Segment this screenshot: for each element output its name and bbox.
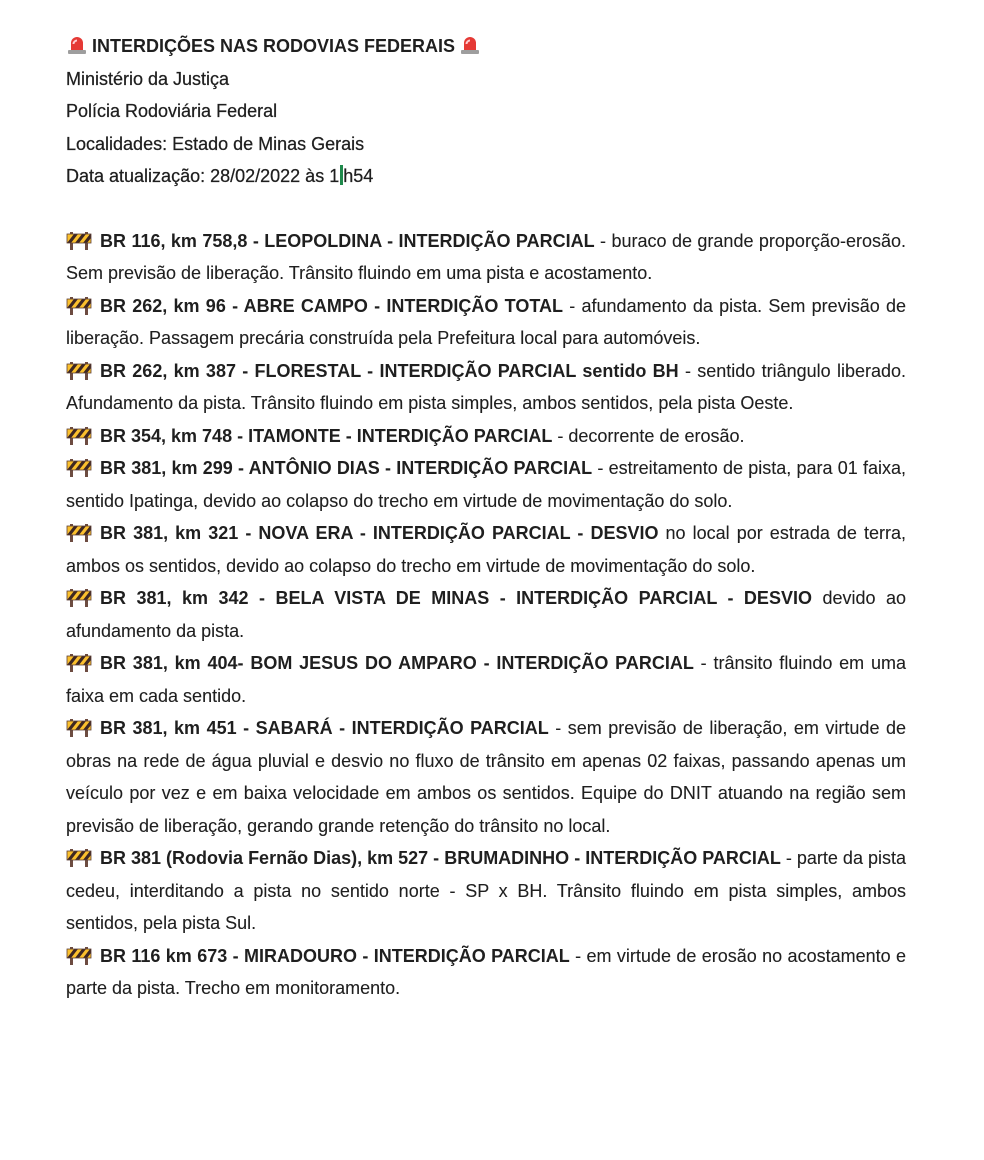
entry-description: - afundamento da pista. Sem previsão de liberação. Passagem precária construída pela Prefeitura local para automóveis. bbox=[66, 295, 906, 348]
entry-description: - sentido triângulo liberado. Afundamento da pista. Trânsito fluindo em pista simples, ambos sentidos, pela pista Oeste. bbox=[66, 360, 906, 413]
localities-line: Localidades: Estado de Minas Gerais bbox=[66, 133, 365, 154]
interdiction-entry bbox=[66, 842, 906, 940]
update-date-prefix: Data atualização: 28/02/2022 às bbox=[66, 166, 330, 186]
interdiction-entry bbox=[66, 290, 906, 355]
construction-barrier-icon bbox=[66, 651, 92, 673]
interdiction-entry bbox=[66, 452, 906, 517]
construction-barrier-icon bbox=[66, 424, 92, 446]
text-cursor-selection[interactable] bbox=[329, 160, 343, 193]
interdiction-entry bbox=[66, 712, 906, 842]
interdiction-entry bbox=[66, 355, 906, 420]
page-title bbox=[66, 30, 906, 63]
entry-description: - parte da pista cedeu, interditando a pista no sentido norte - SP x BH. Trânsito fluindo em pista simples, ambos sentidos, pela pista Sul. bbox=[66, 848, 906, 933]
entry-description: no local por estrada de terra, ambos os sentidos, devido ao colapso do trecho em virtude de movimentação do solo. bbox=[66, 523, 907, 576]
title-text: INTERDIÇÕES NAS RODOVIAS FEDERAIS bbox=[92, 36, 456, 56]
entry-road-info: BR 262, km 387 - FLORESTAL - INTERDIÇÃO PARCIAL sentido BH bbox=[100, 360, 679, 381]
entry-description: devido ao afundamento da pista. bbox=[66, 588, 906, 641]
construction-barrier-icon bbox=[66, 586, 92, 608]
interdiction-entry bbox=[66, 517, 906, 582]
interdiction-entry bbox=[66, 647, 906, 712]
construction-barrier-icon bbox=[66, 944, 92, 966]
interdiction-entry bbox=[66, 582, 906, 647]
interdiction-list bbox=[66, 225, 906, 1005]
entry-road-info: BR 381, km 451 - SABARÁ - INTERDIÇÃO PARCIAL bbox=[100, 718, 549, 738]
entry-road-info: BR 262, km 96 - ABRE CAMPO - INTERDIÇÃO TOTAL bbox=[100, 295, 564, 316]
interdiction-entry bbox=[66, 420, 906, 453]
update-date-line bbox=[66, 160, 906, 193]
entry-road-info: BR 116 km 673 - MIRADOURO - INTERDIÇÃO PARCIAL bbox=[100, 945, 570, 966]
construction-barrier-icon bbox=[66, 846, 92, 868]
text-caret bbox=[340, 165, 343, 185]
entry-road-info: BR 381 (Rodovia Fernão Dias), km 527 - BRUMADINHO - INTERDIÇÃO PARCIAL bbox=[100, 848, 781, 868]
entry-description: - buraco de grande proporção-erosão. Sem previsão de liberação. Trânsito fluindo em uma pista e acostamento. bbox=[66, 230, 906, 283]
entry-road-info: BR 354, km 748 - ITAMONTE - INTERDIÇÃO PARCIAL bbox=[100, 425, 553, 446]
update-time-rest: h54 bbox=[343, 166, 374, 186]
entry-description: - estreitamento de pista, para 01 faixa, sentido Ipatinga, devido ao colapso do trecho em virtude de movimentação do solo. bbox=[66, 458, 906, 511]
agency-line: Polícia Rodoviária Federal bbox=[66, 101, 278, 121]
construction-barrier-icon bbox=[66, 716, 92, 738]
spacer bbox=[66, 193, 906, 225]
interdiction-entry bbox=[66, 940, 906, 1005]
document-body bbox=[66, 30, 906, 1005]
entry-road-info: BR 381, km 321 - NOVA ERA - INTERDIÇÃO PARCIAL - DESVIO bbox=[100, 523, 659, 543]
construction-barrier-icon bbox=[66, 456, 92, 478]
entry-description: - decorrente de erosão. bbox=[552, 425, 745, 446]
police-siren-icon bbox=[66, 33, 88, 55]
police-siren-icon bbox=[459, 33, 481, 55]
entry-description: - sem previsão de liberação, em virtude de obras na rede de água pluvial e desvio no fluxo de trânsito em apenas 02 faixas, passando apenas um veículo por vez e em baixa velocidade em ambos os sentidos. Equipe do DNIT atuando na região sem previsão de liberação, gerando grande retenção do trânsito no local. bbox=[66, 718, 906, 836]
interdiction-entry bbox=[66, 225, 906, 290]
entry-description: - em virtude de erosão no acostamento e parte da pista. Trecho em monitoramento. bbox=[66, 945, 907, 998]
entry-road-info: BR 381, km 342 - BELA VISTA DE MINAS - INTERDIÇÃO PARCIAL - DESVIO bbox=[100, 588, 812, 608]
construction-barrier-icon bbox=[66, 521, 92, 543]
construction-barrier-icon bbox=[66, 359, 92, 381]
construction-barrier-icon bbox=[66, 294, 92, 316]
construction-barrier-icon bbox=[66, 229, 92, 251]
entry-road-info: BR 381, km 404- BOM JESUS DO AMPARO - INTERDIÇÃO PARCIAL bbox=[100, 653, 694, 673]
update-time-digit: 1 bbox=[329, 166, 340, 186]
ministry-line: Ministério da Justiça bbox=[66, 68, 230, 89]
entry-road-info: BR 116, km 758,8 - LEOPOLDINA - INTERDIÇÃO PARCIAL bbox=[100, 230, 595, 251]
entry-description: - trânsito fluindo em uma faixa em cada sentido. bbox=[66, 653, 906, 706]
entry-road-info: BR 381, km 299 - ANTÔNIO DIAS - INTERDIÇÃO PARCIAL bbox=[100, 458, 593, 478]
